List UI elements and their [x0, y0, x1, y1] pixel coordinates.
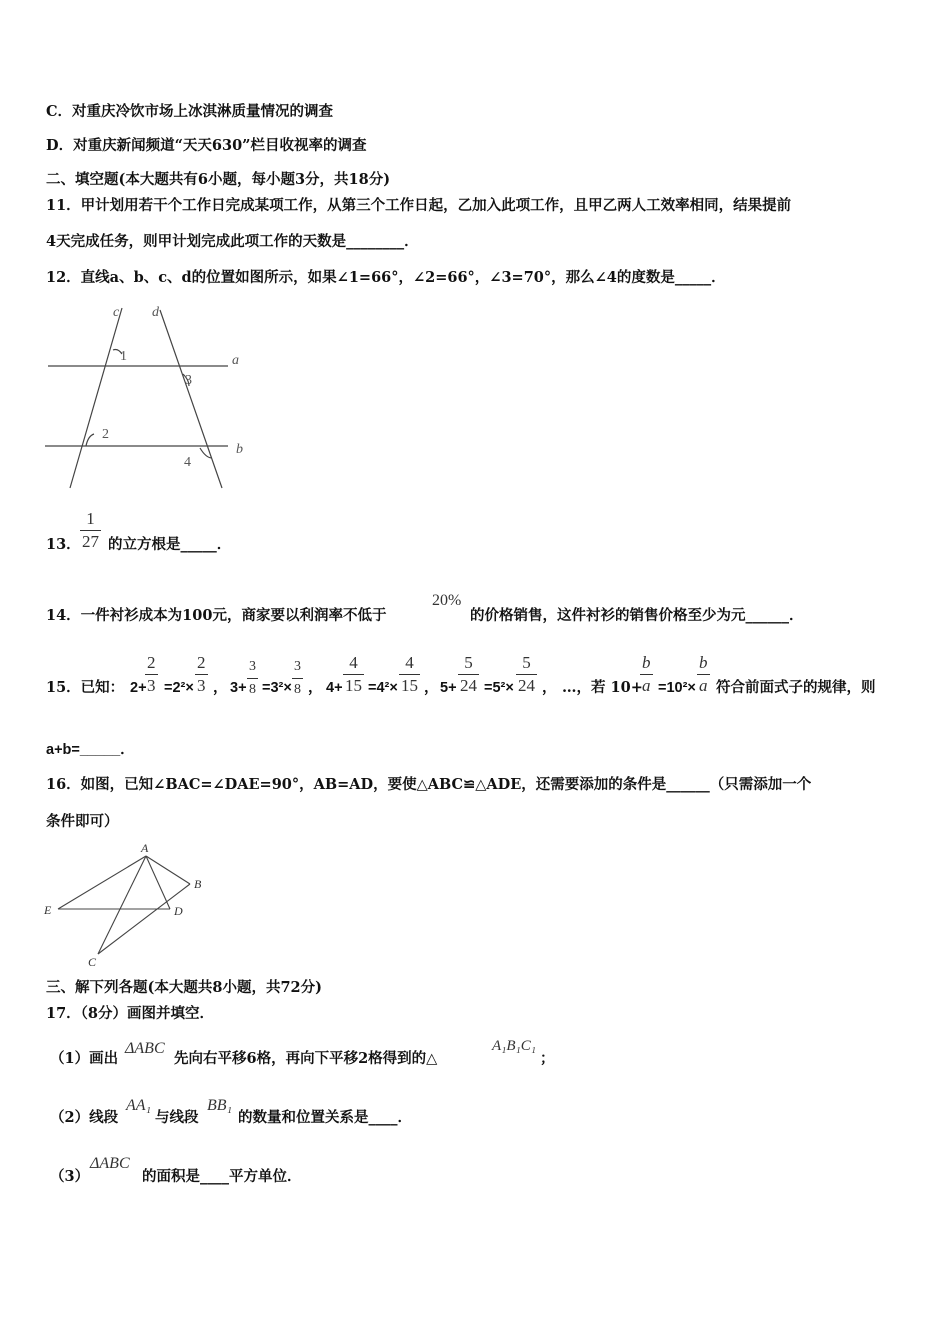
label-C: C	[88, 955, 97, 969]
question-15-lead: 15．已知：	[46, 679, 125, 696]
line-c	[70, 308, 122, 488]
q15-term3-frac: $\frac{4}{15}$	[345, 653, 362, 695]
option-d: D．对重庆新闻频道“天天630”栏目收视率的调查	[46, 137, 367, 154]
q15-term2-frac2: $\frac{3}{8}$	[292, 656, 303, 701]
label-angle-2: 2	[102, 427, 109, 442]
q15-term1-mid: =2²×	[164, 680, 194, 696]
q15-term1-frac: $\frac{2}{3}$	[147, 653, 156, 695]
label-a: a	[232, 353, 239, 368]
label-A: A	[141, 841, 149, 855]
q17-part1-a: （1）画出	[50, 1050, 119, 1067]
q15-general-mid: =10²×	[658, 680, 696, 696]
label-angle-1: 1	[120, 349, 127, 364]
question-13-number: 13．	[46, 536, 81, 553]
angle-2-arc	[86, 434, 94, 446]
label-b: b	[236, 442, 243, 457]
label-E: E	[44, 903, 52, 917]
percent-20: 20%	[432, 592, 462, 609]
q15-term4-mid: =5²×	[484, 680, 514, 696]
question-14-part-1: 14．一件衬衫成本为100元，商家要以利润率不低于	[46, 607, 387, 624]
q15-term2-prefix: 3+	[230, 680, 247, 696]
q17-part2-b: 与线段	[155, 1109, 199, 1126]
question-17: 17．（8分）画图并填空．	[46, 1005, 215, 1022]
question-11-line-2: 4天完成任务，则甲计划完成此项工作的天数是________．	[46, 233, 419, 250]
q17-part3-b: 的面积是____平方单位．	[142, 1168, 302, 1185]
q15-term4-frac: $\frac{5}{24}$	[460, 653, 477, 695]
q15-term3-prefix: 4+	[326, 680, 343, 696]
q17-part2-a: （2）线段	[50, 1109, 119, 1126]
question-14-part-2: 的价格销售，这件衬衫的销售价格至少为元______．	[470, 607, 804, 624]
q15-term1-frac2: $\frac{2}{3}$	[197, 653, 206, 695]
label-c: c	[113, 305, 120, 320]
section-2-heading: 二、填空题(本大题共有6小题，每小题3分，共18分)	[46, 171, 391, 188]
question-11-line-1: 11．甲计划用若干个工作日完成某项工作，从第三个工作日起，乙加入此项工作，且甲乙两人工效率相同，结果提前	[46, 197, 792, 214]
label-angle-3: 3	[185, 373, 192, 388]
label-B: B	[194, 877, 202, 891]
q15-end: 符合前面式子的规律，则	[716, 679, 876, 696]
fraction-one-27th: $\frac{1}{27}$	[82, 509, 99, 551]
q15-term4-sep: ，	[542, 679, 557, 696]
q15-general-frac: $\frac{b}{a}$	[642, 653, 651, 695]
q15-term3-sep: ，	[424, 679, 439, 696]
label-D: D	[174, 904, 183, 918]
q15-tail: …，若 10+	[562, 679, 643, 696]
q15-term2-frac: $\frac{3}{8}$	[247, 656, 258, 701]
q15-term1-sep: ，	[213, 679, 228, 696]
line-d	[160, 310, 222, 488]
segment-bb1: BB₁	[207, 1097, 233, 1114]
q15-term3-mid: =4²×	[368, 680, 398, 696]
triangle-abc: ΔABC	[125, 1040, 165, 1057]
triangle-a1b1c1: A₁B₁C₁	[492, 1038, 536, 1054]
q15-term2-sep: ，	[308, 679, 323, 696]
figure-parallel-lines	[40, 298, 260, 498]
q17-part1-b: 先向右平移6格，再向下平移2格得到的△	[174, 1050, 438, 1067]
question-12: 12．直线a、b、c、d的位置如图所示，如果∠1=66°，∠2=66°，∠3=70°，那么∠4的度数是_____．	[46, 269, 726, 286]
question-16-line-2: 条件即可）	[46, 813, 119, 830]
q17-part1-c: ；	[540, 1050, 555, 1067]
q15-term3-frac2: $\frac{4}{15}$	[401, 653, 418, 695]
question-13-text: 的立方根是_____．	[108, 536, 232, 553]
label-angle-4: 4	[184, 455, 191, 470]
q15-term4-prefix: 5+	[440, 680, 457, 696]
label-d: d	[152, 305, 159, 320]
option-c: C．对重庆冷饮市场上冰淇淋质量情况的调查	[46, 103, 334, 120]
q15-term2-mid: =3²×	[262, 680, 292, 696]
section-3-heading: 三、解下列各题(本大题共8小题，共72分)	[46, 979, 322, 996]
q15-term1-prefix: 2+	[130, 680, 147, 696]
q17-part2-c: 的数量和位置关系是____．	[238, 1109, 412, 1126]
question-16-line-1: 16．如图，已知∠BAC=∠DAE=90°，AB=AD，要使△ABC≌△ADE，还需要添加的条件是______（只需添加一个	[46, 776, 812, 793]
question-15-answer-line: a+b=_____．	[46, 742, 135, 758]
q15-general-frac2: $\frac{b}{a}$	[699, 653, 708, 695]
q15-term4-frac2: $\frac{5}{24}$	[518, 653, 535, 695]
segment-bc	[98, 884, 190, 954]
segment-aa1: AA₁	[126, 1097, 152, 1114]
q17-part3-a: （3）	[50, 1168, 90, 1185]
triangle-abc-area: ΔABC	[90, 1155, 130, 1172]
figure-triangles	[40, 838, 220, 970]
